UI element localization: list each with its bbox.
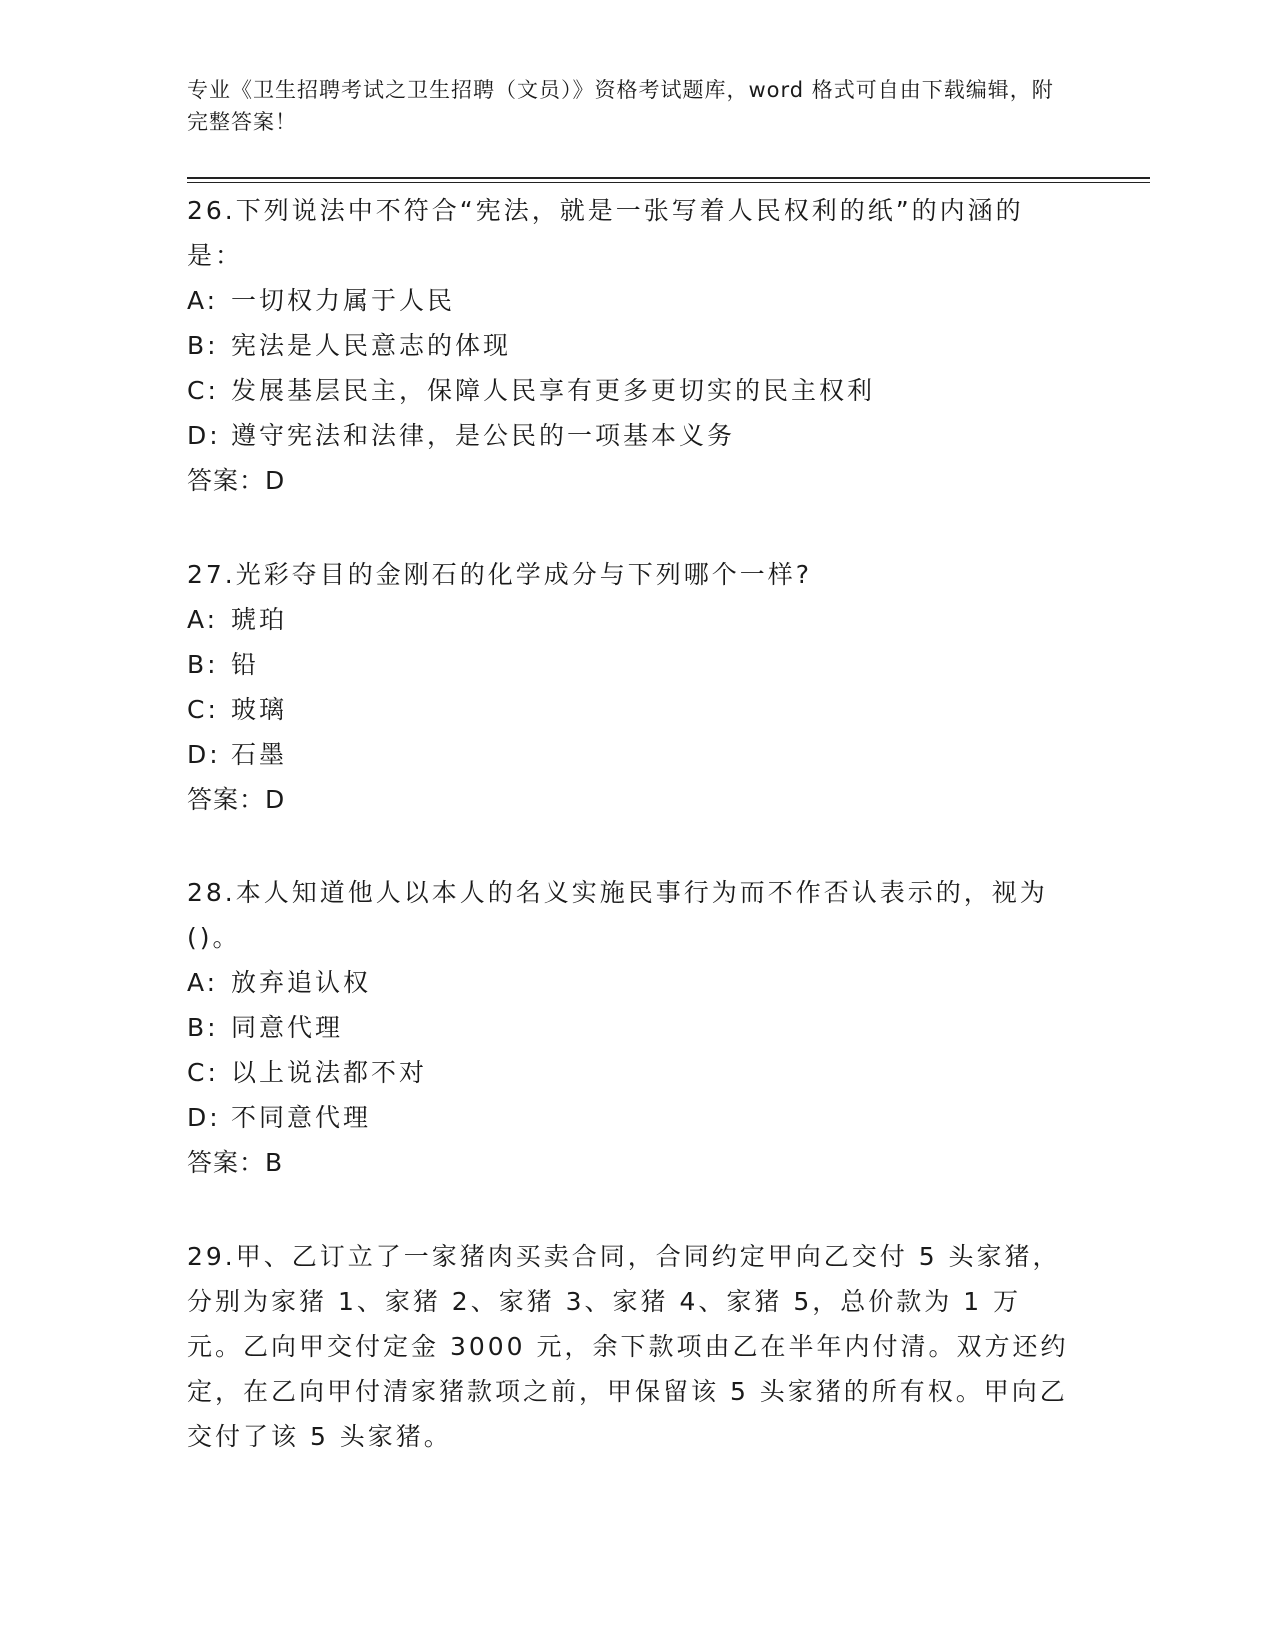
option-text: 宪法是人民意志的体现 — [231, 331, 512, 360]
answer-line: 答案：D — [187, 785, 286, 814]
option-text: 铅 — [231, 650, 260, 679]
answer-line: 答案：B — [187, 1148, 284, 1177]
option-d — [187, 413, 1077, 458]
question-stem: 28.本人知道他人以本人的名义实施民事行为而不作否认表示的，视为()。 — [187, 878, 1048, 952]
option-a — [187, 960, 1077, 1005]
option-b — [187, 642, 1077, 687]
option-text: 放弃追认权 — [231, 968, 372, 997]
option-text: 以上说法都不对 — [231, 1058, 428, 1087]
option-d — [187, 732, 1077, 777]
option-key: A: — [187, 605, 219, 634]
option-text: 不同意代理 — [231, 1103, 372, 1132]
question-28 — [187, 870, 1077, 1185]
option-text: 玻璃 — [231, 695, 288, 724]
document-header: 专业《卫生招聘考试之卫生招聘（文员）》资格考试题库，word 格式可自由下载编辑，附完整答案！ — [187, 78, 1054, 134]
option-key: B: — [187, 650, 219, 679]
option-text: 琥珀 — [231, 605, 288, 634]
question-stem: 27.光彩夺目的金刚石的化学成分与下列哪个一样? — [187, 560, 813, 589]
option-key: B: — [187, 1013, 219, 1042]
question-stem: 29.甲、乙订立了一家猪肉买卖合同，合同约定甲向乙交付 5 头家猪，分别为家猪 1、家猪 2、家猪 3、家猪 4、家猪 5，总价款为 1 万元。乙向甲交付定金 3000 元，余下款项由乙在半年内付清。双方还约定，在乙向甲付清家猪款项之前，甲保留该 5 头家猪的所有权。甲向乙交付了该 5 头家猪。 — [187, 1242, 1069, 1451]
option-c — [187, 1050, 1077, 1095]
header-divider-thick — [187, 177, 1150, 179]
option-key: A: — [187, 968, 219, 997]
option-d — [187, 1095, 1077, 1140]
option-text: 一切权力属于人民 — [231, 286, 456, 315]
option-key: C: — [187, 695, 219, 724]
option-c — [187, 368, 1077, 413]
question-stem: 26.下列说法中不符合“宪法，就是一张写着人民权利的纸”的内涵的是： — [187, 196, 1024, 270]
option-key: D: — [187, 740, 221, 769]
option-key: D: — [187, 1103, 221, 1132]
question-29 — [187, 1234, 1077, 1459]
option-key: C: — [187, 1058, 219, 1087]
answer-line: 答案：D — [187, 466, 286, 495]
option-key: A: — [187, 286, 219, 315]
question-27 — [187, 552, 1077, 822]
option-b — [187, 323, 1077, 368]
option-c — [187, 687, 1077, 732]
option-key: D: — [187, 421, 221, 450]
option-text: 同意代理 — [231, 1013, 344, 1042]
option-key: B: — [187, 331, 219, 360]
option-text: 发展基层民主，保障人民享有更多更切实的民主权利 — [231, 376, 876, 405]
header-divider-thin — [187, 182, 1150, 183]
option-a — [187, 278, 1077, 323]
question-26 — [187, 188, 1077, 503]
option-key: C: — [187, 376, 219, 405]
option-text: 遵守宪法和法律，是公民的一项基本义务 — [231, 421, 736, 450]
option-text: 石墨 — [231, 740, 288, 769]
option-b — [187, 1005, 1077, 1050]
option-a — [187, 597, 1077, 642]
